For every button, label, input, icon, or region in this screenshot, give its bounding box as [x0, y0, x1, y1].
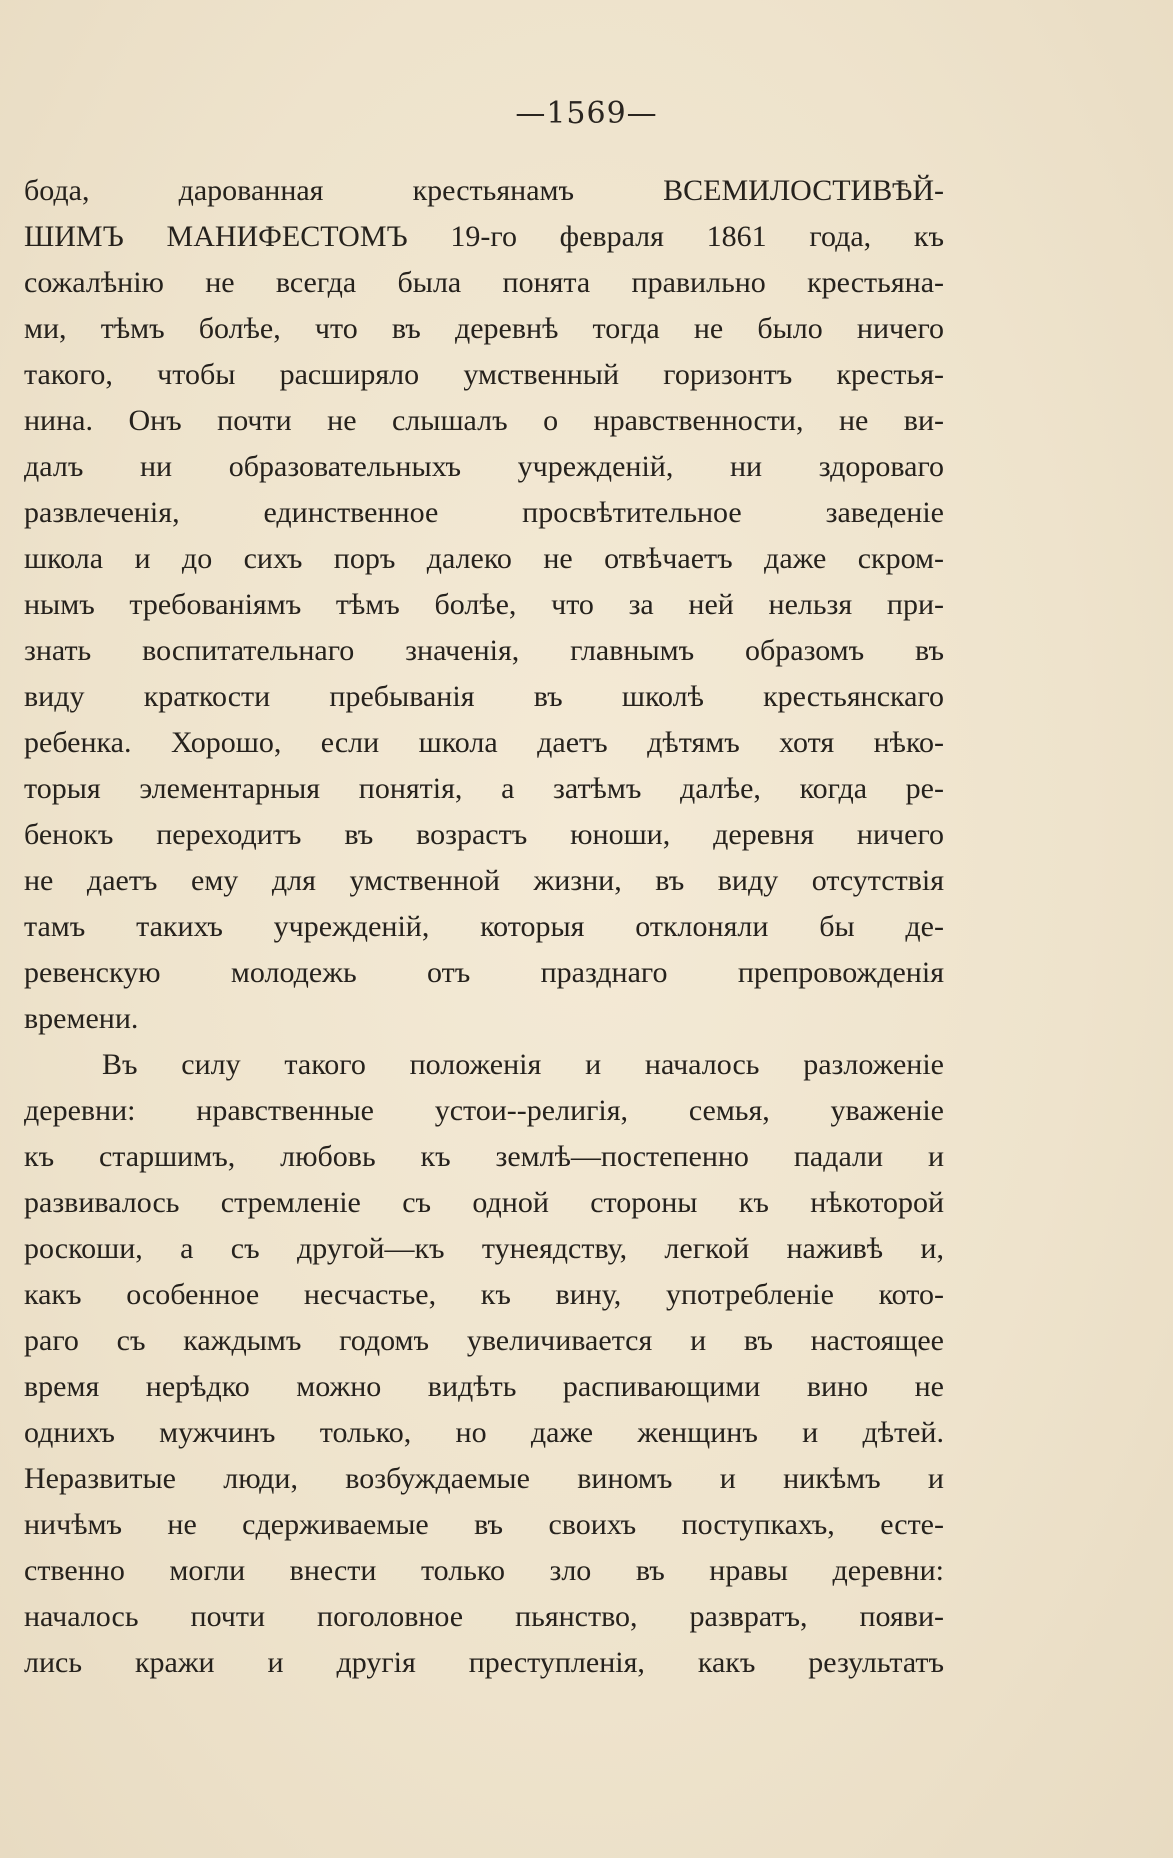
text-line: торыя элементарныя понятія, а затѣмъ далѣе, когда ре- [24, 772, 944, 805]
text-line: раго съ каждымъ годомъ увеличивается и въ настоящее [24, 1324, 944, 1357]
text-line: школа и до сихъ поръ далеко не отвѣчаетъ даже скром- [24, 542, 944, 575]
text-line: знать воспитательнаго значенія, главнымъ образомъ въ [24, 634, 944, 667]
text-line: лись кражи и другія преступленія, какъ результатъ [24, 1646, 944, 1679]
text-line: сожалѣнію не всегда была понята правильно крестьяна- [24, 266, 944, 299]
text-line: такого, чтобы расширяло умственный горизонтъ крестья- [24, 358, 944, 391]
text-line: началось почти поголовное пьянство, развратъ, появи- [24, 1600, 944, 1633]
text-line: развивалось стремленіе съ одной стороны къ нѣкоторой [24, 1186, 944, 1219]
text-line: роскоши, а съ другой—къ тунеядству, легкой наживѣ и, [24, 1232, 944, 1265]
text-line: ственно могли внести только зло въ нравы деревни: [24, 1554, 944, 1587]
text-line: бенокъ переходитъ въ возрастъ юноши, деревня ничего [24, 818, 944, 851]
text-line: ничѣмъ не сдерживаемые въ своихъ поступкахъ, есте- [24, 1508, 944, 1541]
text-line: какъ особенное несчастье, къ вину, употребленіе кото- [24, 1278, 944, 1311]
body-text [24, 168, 944, 1686]
page-number: —1569— [515, 96, 658, 131]
text-line: однихъ мужчинъ только, но даже женщинъ и дѣтей. [24, 1416, 944, 1449]
text-line: бода, дарованная крестьянамъ ВСЕМИЛОСТИВѢЙ- [24, 174, 944, 207]
text-line: Въ силу такого положенія и началось разложеніе [102, 1048, 944, 1081]
text-line: времени. [24, 1002, 139, 1035]
text-line: ревенскую молодежь отъ празднаго препровожденія [24, 956, 944, 989]
text-line: далъ ни образовательныхъ учрежденій, ни здороваго [24, 450, 944, 483]
text-line: ШИМЪ МАНИФЕСТОМЪ 19-го февраля 1861 года, къ [24, 220, 944, 253]
text-line: нина. Онъ почти не слышалъ о нравственности, не ви- [24, 404, 944, 437]
paragraph-2 [24, 1042, 944, 1686]
text-line: тамъ такихъ учрежденій, которыя отклоняли бы де- [24, 910, 944, 943]
text-line: нымъ требованіямъ тѣмъ болѣе, что за ней нельзя при- [24, 588, 944, 621]
text-line: развлеченія, единственное просвѣтительное заведеніе [24, 496, 944, 529]
text-line: не даетъ ему для умственной жизни, въ виду отсутствія [24, 864, 944, 897]
paragraph-1 [24, 168, 944, 1042]
text-line: деревни: нравственные устои--религія, семья, уваженіе [24, 1094, 944, 1127]
text-line: виду краткости пребыванія въ школѣ крестьянскаго [24, 680, 944, 713]
text-line: къ старшимъ, любовь къ землѣ—постепенно падали и [24, 1140, 944, 1173]
text-line: ребенка. Хорошо, если школа даетъ дѣтямъ хотя нѣко- [24, 726, 944, 759]
text-line: Неразвитые люди, возбуждаемые виномъ и никѣмъ и [24, 1462, 944, 1495]
text-line: время нерѣдко можно видѣть распивающими вино не [24, 1370, 944, 1403]
text-line: ми, тѣмъ болѣе, что въ деревнѣ тогда не было ничего [24, 312, 944, 345]
